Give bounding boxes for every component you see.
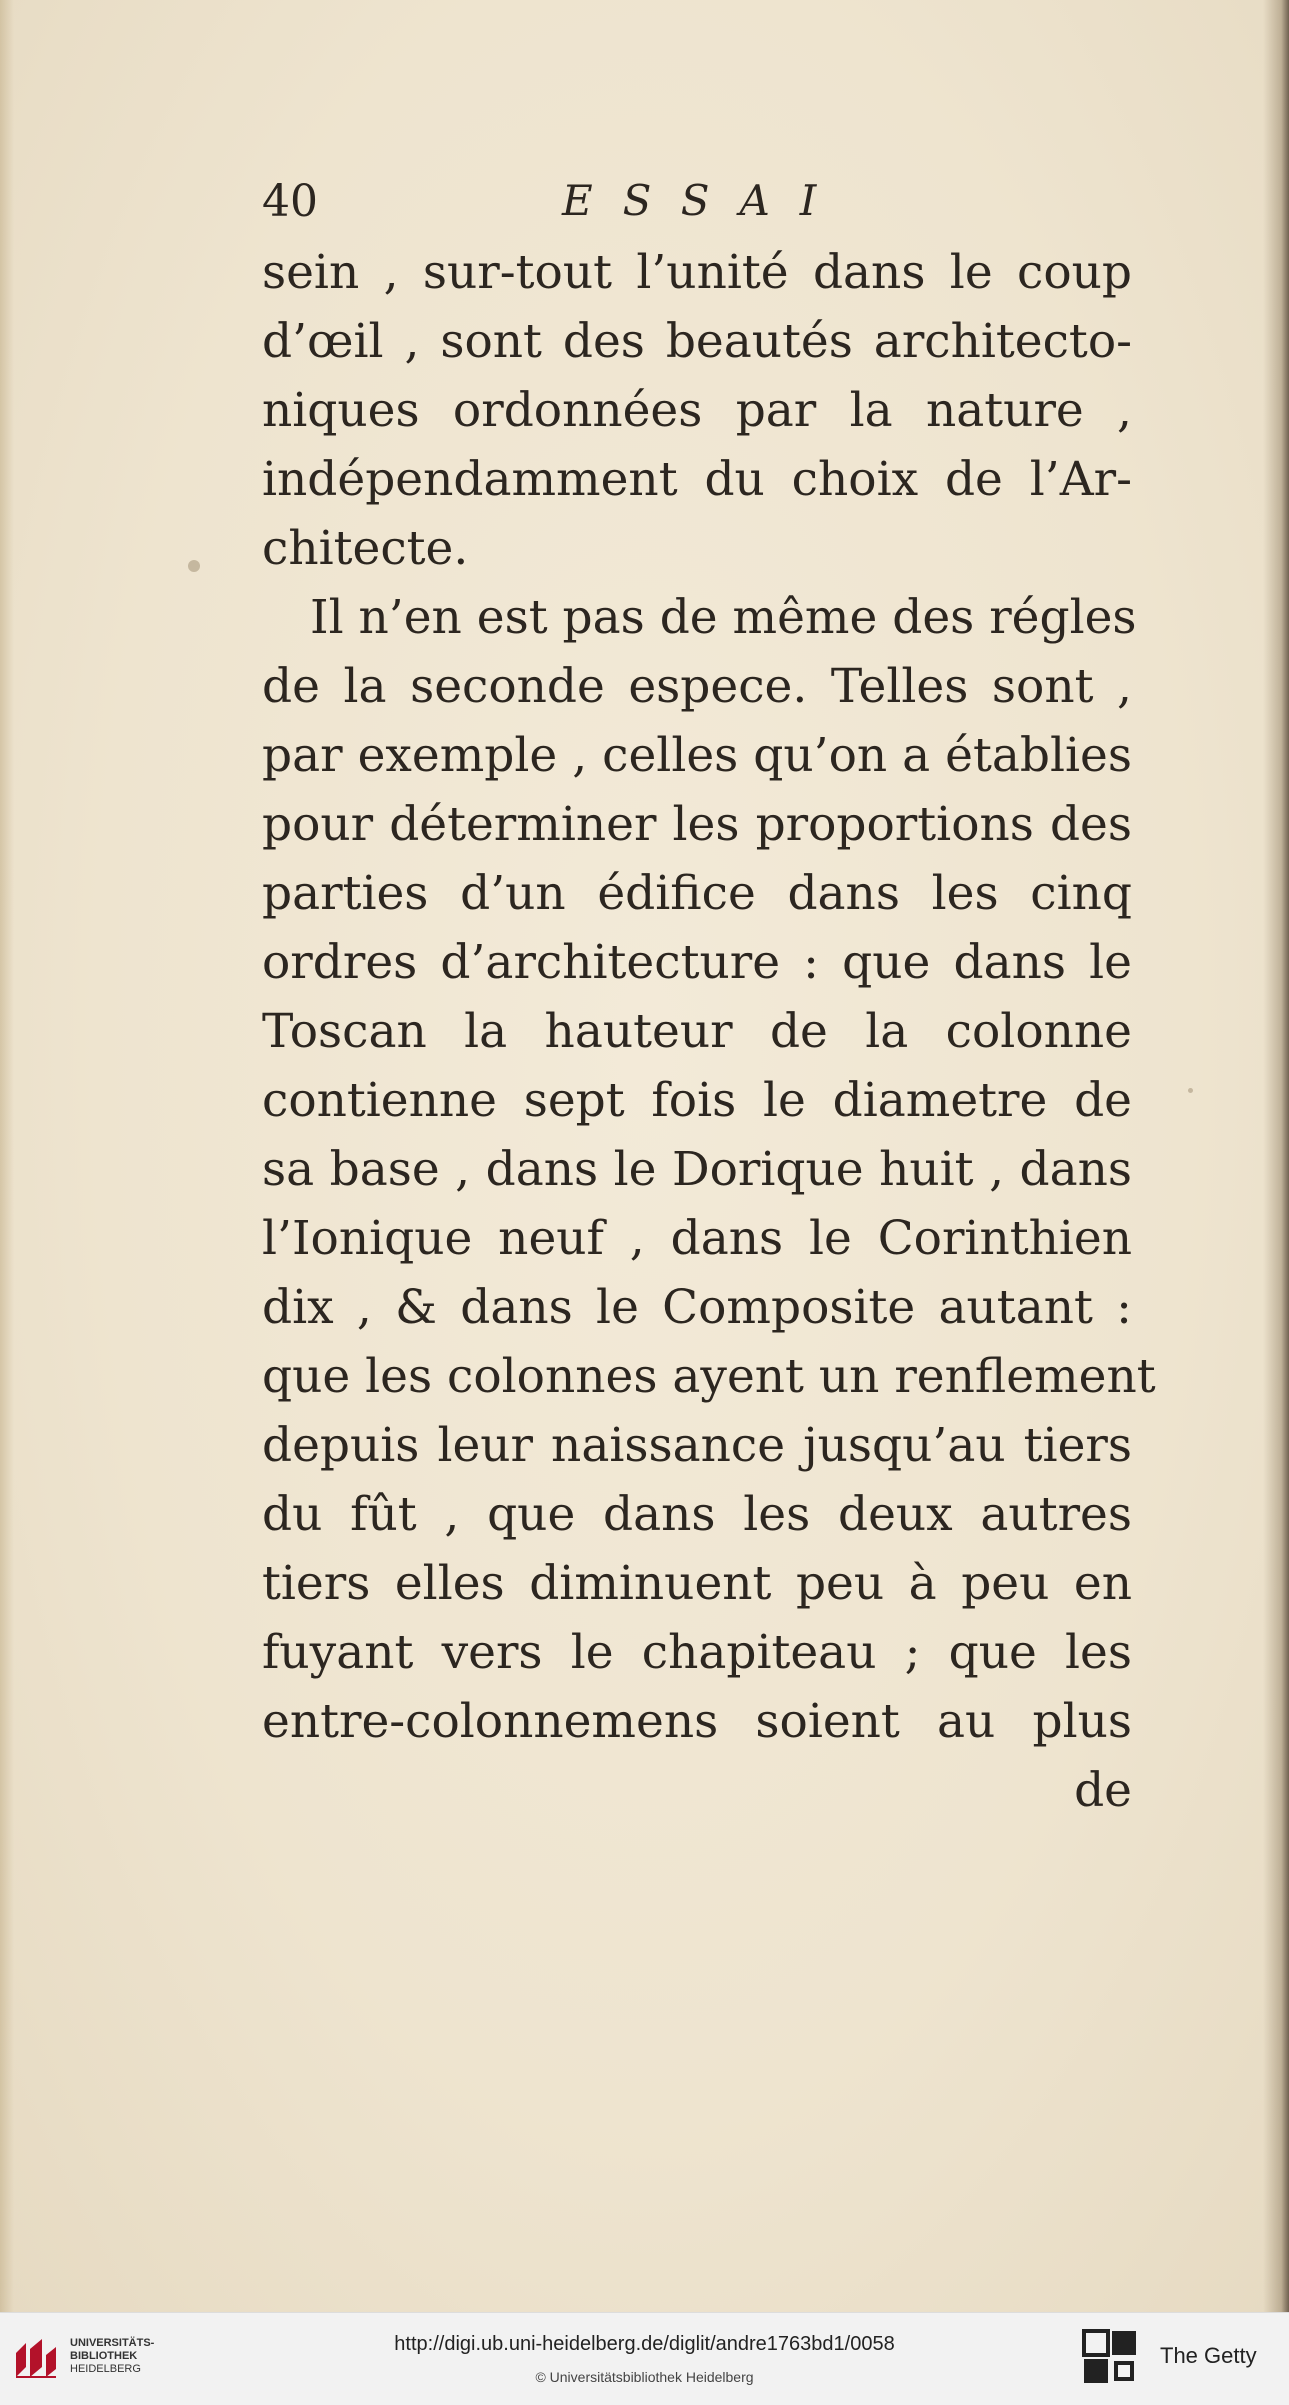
text-line: ordres d’architecture : que dans le [262,935,1132,990]
running-head [262,176,1132,238]
catchword: de [1074,1763,1132,1818]
text-line: niques ordonnées par la nature , [262,383,1132,438]
paper-stain [188,560,200,572]
getty-logo-icon [1082,2329,1140,2387]
paper-stain [1188,1088,1193,1093]
spine-shadow [1263,0,1289,2312]
page-left-edge [0,0,14,2312]
text-line: contienne sept fois le diametre de [262,1073,1132,1128]
library-name-line: BIBLIOTHEK [70,2350,138,2362]
getty-name: The Getty [1160,2343,1257,2368]
text-line: par exemple , celles qu’on a établies [262,728,1132,783]
text-line: que les colonnes ayent un renflement [262,1349,1156,1404]
text-line: du fût , que dans les deux autres [262,1487,1132,1542]
text-line: parties d’un édifice dans les cinq [262,866,1132,921]
text-line: Il n’en est pas de même des régles [310,590,1137,645]
page-text [262,176,1156,1825]
text-line: l’Ionique neuf , dans le Corinthien [262,1211,1132,1266]
page-number: 40 [262,176,318,227]
text-line: tiers elles diminuent peu à peu en [262,1556,1132,1611]
text-line: d’œil , sont des beautés architecto- [262,314,1132,369]
text-line: pour déterminer les proportions des [262,797,1132,852]
text-line: Toscan la hauteur de la colonne [262,1004,1132,1059]
copyright-notice: © Universitätsbibliothek Heidelberg [535,2369,754,2385]
text-line: entre-colonnemens soient au plus [262,1694,1132,1749]
text-line: fuyant vers le chapiteau ; que les [262,1625,1132,1680]
text-line: chitecte. [262,521,469,576]
library-name-line: HEIDELBERG [70,2363,141,2375]
text-line: indépendamment du choix de l’Ar- [262,452,1132,507]
text-line: sa base , dans le Dorique huit , dans [262,1142,1132,1197]
text-line: de la seconde espece. Telles sont , [262,659,1132,714]
running-title: ESSAI [562,176,847,225]
library-name-line: UNIVERSITÄTS- [70,2337,155,2349]
permalink-url[interactable]: http://digi.ub.uni-heidelberg.de/diglit/andre1763bd1/0058 [394,2333,895,2355]
text-line: dix , & dans le Composite autant : [262,1280,1132,1335]
text-line: depuis leur naissance jusqu’au tiers [262,1418,1132,1473]
viewer-footer [0,2312,1289,2405]
text-line: sein , sur-tout l’unité dans le coup [262,245,1132,300]
